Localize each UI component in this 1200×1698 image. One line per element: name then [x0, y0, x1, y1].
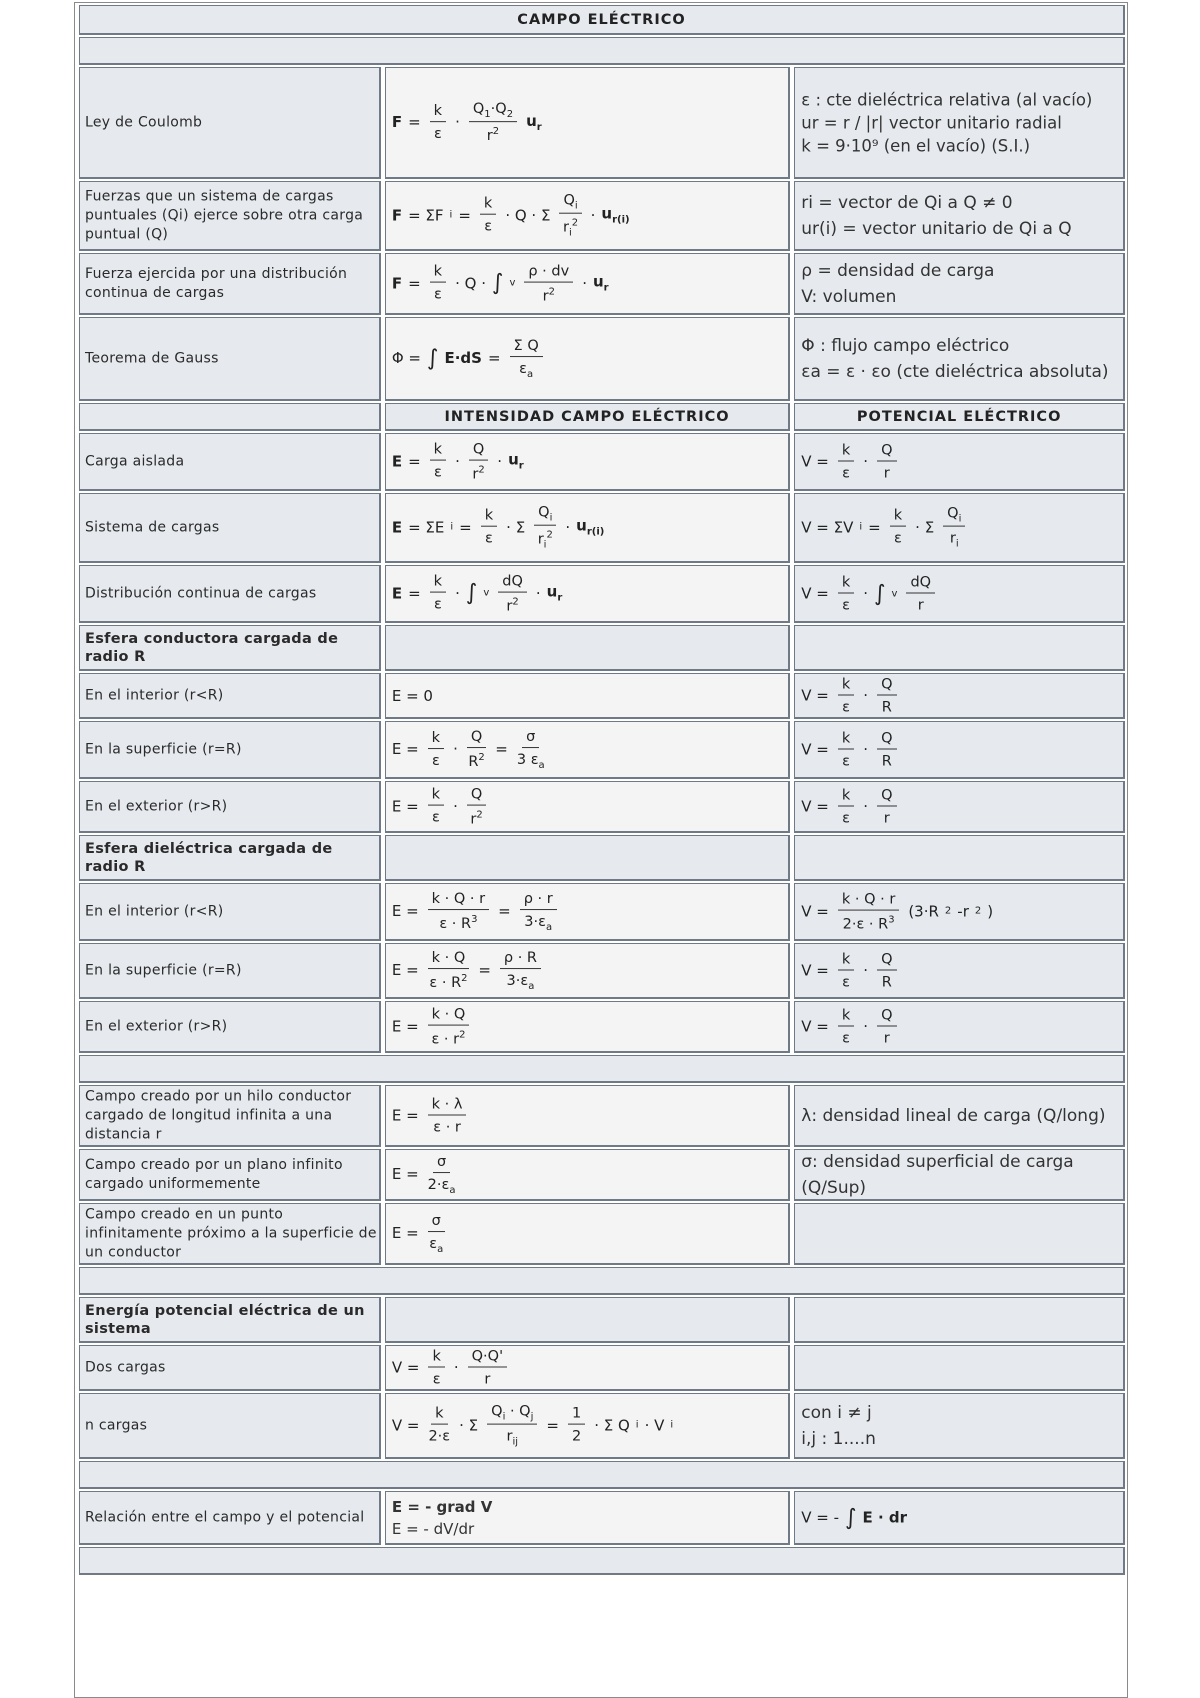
two-charges-label: Dos cargas [85, 1359, 166, 1375]
intensity-header: INTENSIDAD CAMPO ELÉCTRICO [444, 408, 730, 425]
coulomb-note-2: ur = r / |r| vector unitario radial [801, 113, 1062, 132]
relation-row [79, 1491, 1125, 1545]
force-system-formula: F = ΣF i = k ε · Q · Σ $Q_i$ $r_i^2$ · $u_{r(i)}$ [385, 181, 790, 251]
dielectric-exterior-row [79, 1001, 1125, 1053]
potential-header: POTENCIAL ELÉCTRICO [856, 408, 1062, 425]
plane-row [79, 1149, 1125, 1201]
n-charges-note-2: i,j : 1....n [801, 1428, 876, 1449]
formula-sheet [74, 2, 1128, 1698]
energy-title: Energía potencial eléctrica de un sistema [85, 1302, 365, 1337]
plane-note: σ: densidad superficial de carga (Q/Sup) [801, 1151, 1074, 1198]
dielectric-interior-potential: V = k · Q · r $2\cdot\varepsilon \cdot R^3$ (3·R 2 -r 2 ) [794, 883, 1125, 941]
dielectric-sphere-title-row [79, 835, 1125, 881]
dielectric-interior-row [79, 883, 1125, 941]
conducting-exterior-potential: V = k ε · Q r [794, 781, 1125, 833]
column-headers-row [79, 403, 1125, 431]
conducting-exterior-field: E = k ε · Q $r^2$ [385, 781, 790, 833]
gauss-note-1: Φ : flujo campo eléctrico [801, 335, 1010, 356]
wire-field: E = k · λ ε · r [385, 1085, 790, 1147]
conducting-surface-potential: V = k ε · Q R [794, 721, 1125, 779]
conducting-interior-row [79, 673, 1125, 719]
dielectric-interior-field: E = k · Q · r $\varepsilon \cdot R^3$ = ρ · r $3\cdot\varepsilon_a$ [385, 883, 790, 941]
gauss-note-2: εa = ε · εo (cte dieléctrica absoluta) [801, 361, 1109, 382]
page-title: CAMPO ELÉCTRICO [517, 11, 686, 28]
conducting-surface-row [79, 721, 1125, 779]
isolated-charge-label: Carga aislada [85, 453, 185, 469]
n-charges-energy: V = k 2·ε · Σ $Q_i \cdot Q_j$ $r_{ij}$ = 1 2 · Σ Q i · V i [385, 1393, 790, 1459]
title-row [79, 5, 1125, 35]
wire-note: λ: densidad lineal de carga (Q/long) [801, 1105, 1106, 1126]
n-charges-label: n cargas [85, 1417, 148, 1433]
force-system-note-2: ur(i) = vector unitario de Qi a Q [801, 218, 1072, 239]
isolated-charge-field: E = k ε · Q $r^2$ · $u_r$ [385, 433, 790, 491]
energy-title-row [79, 1297, 1125, 1343]
conducting-sphere-title-row [79, 625, 1125, 671]
continuous-force-row [79, 253, 1125, 315]
isolated-charge-row [79, 433, 1125, 491]
dielectric-exterior-field: E = k · Q $\varepsilon \cdot r^2$ [385, 1001, 790, 1053]
wire-row [79, 1085, 1125, 1147]
surface-point-label: Campo creado en un punto infinitamente próximo a la superficie de un conductor [85, 1206, 377, 1260]
dielectric-sphere-title: Esfera dieléctrica cargada de radio R [85, 840, 333, 875]
force-system-label: Fuerzas que un sistema de cargas puntuales (Qi) ejerce sobre otra carga puntual (Q) [85, 188, 364, 242]
relation-derivative: E = - dV/dr [391, 1519, 475, 1538]
relation-potential: V = - ∫ E · dr [794, 1491, 1125, 1545]
n-charges-note-1: con i ≠ j [801, 1402, 872, 1423]
spacer-row [79, 1461, 1125, 1489]
gauss-formula: Φ = ∫ E·dS = Σ Q $\varepsilon_a$ [385, 317, 790, 401]
conducting-surface-label: En la superficie (r=R) [85, 741, 242, 757]
continuous-force-formula: F = k ε · Q · ∫ v ρ · dv $r^2$ · $u_r$ [385, 253, 790, 315]
isolated-charge-potential: V = k ε · Q r [794, 433, 1125, 491]
surface-point-field: E = σ $\varepsilon_a$ [385, 1203, 790, 1265]
coulomb-label: Ley de Coulomb [85, 114, 203, 130]
force-system-note-1: ri = vector de Qi a Q ≠ 0 [801, 192, 1013, 213]
conducting-surface-field: E = k ε · Q $R^2$ = σ 3 $\varepsilon_a$ [385, 721, 790, 779]
relation-grad: E = - grad V [391, 1497, 493, 1516]
coulomb-note-3: k = 9·10⁹ (en el vacío) (S.I.) [801, 136, 1031, 155]
charge-system-field: E = ΣE i = k ε · Σ $Q_i$ $r_i^2$ · $u_{r(i)}$ [385, 493, 790, 563]
conducting-interior-potential: V = k ε · Q R [794, 673, 1125, 719]
relation-label: Relación entre el campo y el potencial [85, 1509, 365, 1525]
continuous-force-label: Fuerza ejercida por una distribución continua de cargas [85, 265, 348, 301]
conducting-interior-field: E = 0 [385, 673, 790, 719]
dielectric-exterior-label: En el exterior (r>R) [85, 1018, 228, 1034]
continuous-charge-field: E = k ε · ∫ v dQ $r^2$ · $u_r$ [385, 565, 790, 623]
spacer-row [79, 1055, 1125, 1083]
conducting-sphere-title: Esfera conductora cargada de radio R [85, 630, 339, 665]
spacer-row [79, 37, 1125, 65]
charge-system-potential: V = ΣV i = k ε · Σ $Q_i$ $r_i$ [794, 493, 1125, 563]
wire-label: Campo creado por un hilo conductor cargado de longitud infinita a una distancia r [85, 1088, 352, 1142]
coulomb-row [79, 67, 1125, 179]
conducting-exterior-label: En el exterior (r>R) [85, 798, 228, 814]
continuous-charge-row [79, 565, 1125, 623]
surface-point-row [79, 1203, 1125, 1265]
dielectric-interior-label: En el interior (r<R) [85, 903, 224, 919]
coulomb-note-1: ε : cte dieléctrica relativa (al vacío) [801, 90, 1093, 109]
gauss-row [79, 317, 1125, 401]
continuous-charge-label: Distribución continua de cargas [85, 585, 317, 601]
continuous-force-note-1: ρ = densidad de carga [801, 260, 995, 281]
dielectric-surface-row [79, 943, 1125, 999]
two-charges-row [79, 1345, 1125, 1391]
two-charges-energy: V = k ε · Q·Q' r [385, 1345, 790, 1391]
n-charges-row [79, 1393, 1125, 1459]
charge-system-row [79, 493, 1125, 563]
conducting-interior-label: En el interior (r<R) [85, 687, 224, 703]
force-system-row [79, 181, 1125, 251]
dielectric-surface-field: E = k · Q $\varepsilon \cdot R^2$ = ρ · R $3\cdot\varepsilon_a$ [385, 943, 790, 999]
dielectric-surface-potential: V = k ε · Q R [794, 943, 1125, 999]
continuous-charge-potential: V = k ε · ∫ v dQ r [794, 565, 1125, 623]
dielectric-exterior-potential: V = k ε · Q r [794, 1001, 1125, 1053]
continuous-force-note-2: V: volumen [801, 286, 897, 307]
spacer-row [79, 1547, 1125, 1575]
charge-system-label: Sistema de cargas [85, 519, 220, 535]
dielectric-surface-label: En la superficie (r=R) [85, 962, 242, 978]
plane-field: E = σ $2\cdot\varepsilon_a$ [385, 1149, 790, 1201]
conducting-exterior-row [79, 781, 1125, 833]
coulomb-formula: F = k ε · $Q_1\cdot Q_2$ $r^2$ $u_r$ [385, 67, 790, 179]
gauss-label: Teorema de Gauss [85, 350, 219, 366]
plane-label: Campo creado por un plano infinito cargado uniformemente [85, 1156, 343, 1192]
spacer-row [79, 1267, 1125, 1295]
